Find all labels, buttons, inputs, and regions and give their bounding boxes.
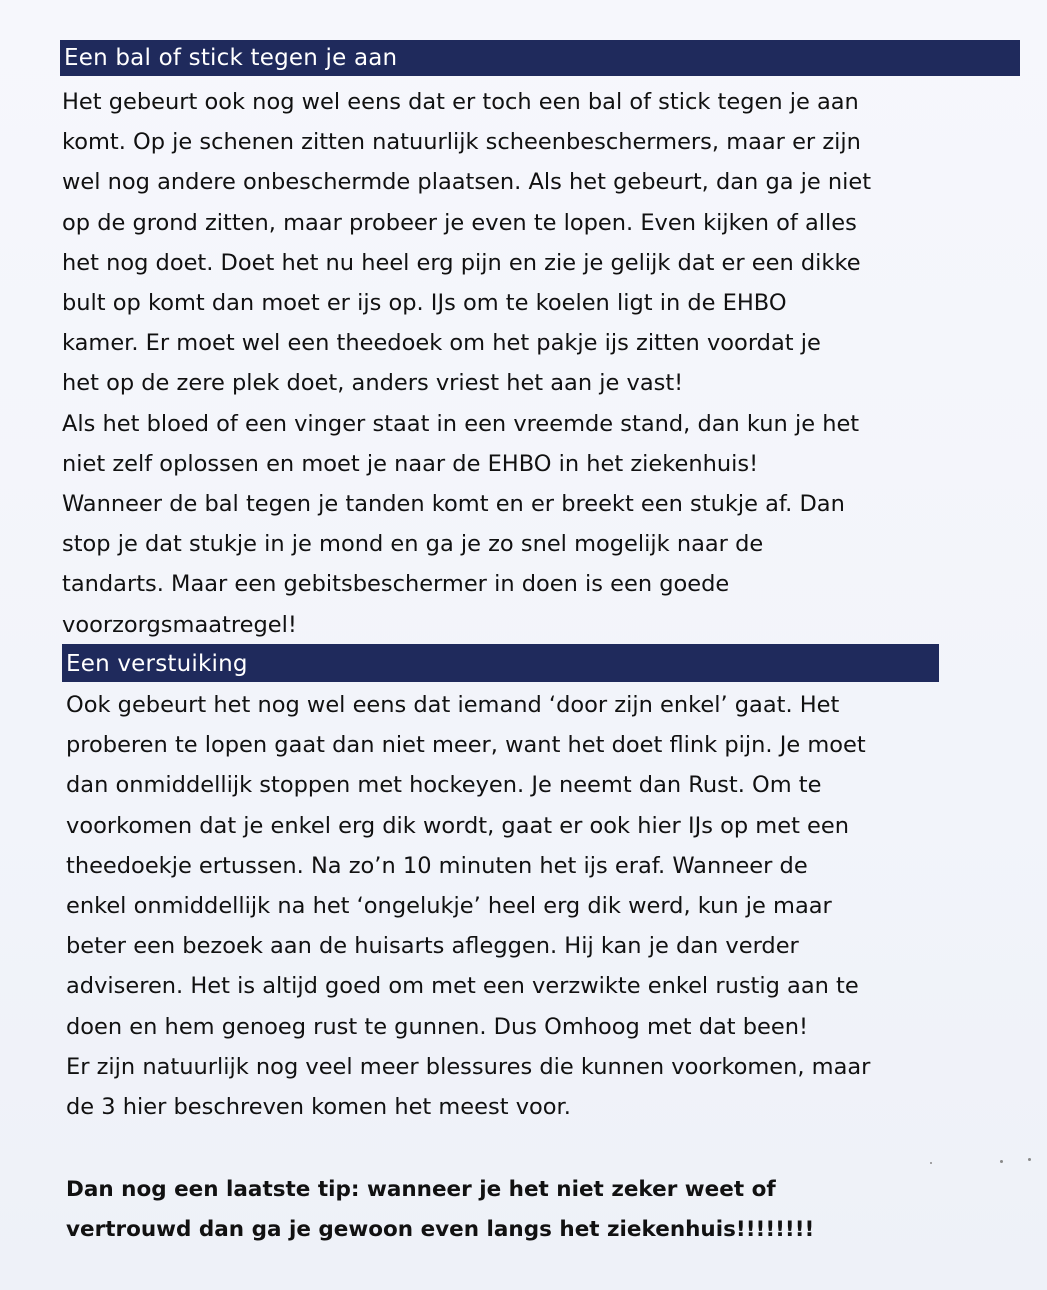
body-line: adviseren. Het is altijd goed om met een verzwikte enkel rustig aan te (66, 973, 859, 1000)
body-line: voorzorgsmaatregel! (62, 611, 297, 638)
body-line: bult op komt dan moet er ijs op. IJs om te koelen ligt in de EHBO (62, 290, 787, 317)
body-line: Het gebeurt ook nog wel eens dat er toch een bal of stick tegen je aan (62, 89, 859, 115)
body-line: theedoekje ertussen. Na zo’n 10 minuten het ijs eraf. Wanneer de (66, 852, 808, 879)
section-body-verstuiking (66, 685, 870, 1127)
body-line: dan onmiddellijk stoppen met hockeyen. Je neemt dan Rust. Om te (66, 772, 822, 799)
body-line: wel nog andere onbeschermde plaatsen. Als het gebeurt, dan ga je niet (62, 169, 872, 196)
body-line: komt. Op je schenen zitten natuurlijk scheenbeschermers, maar er zijn (62, 129, 861, 156)
body-line: tandarts. Maar een gebitsbeschermer in doen is een goede (62, 571, 730, 598)
final-tip (66, 1170, 814, 1250)
body-line: niet zelf oplossen en moet je naar de EHBO in het ziekenhuis! (62, 450, 759, 477)
body-line: op de grond zitten, maar probeer je even te lopen. Even kijken of alles (62, 209, 857, 236)
body-line: Als het bloed of een vinger staat in een vreemde stand, dan kun je het (62, 410, 860, 437)
body-line: doen en hem genoeg rust te gunnen. Dus Omhoog met dat been! (66, 1013, 808, 1040)
body-line: het nog doet. Doet het nu heel erg pijn en zie je gelijk dat er een dikke (62, 249, 861, 276)
body-line: Wanneer de bal tegen je tanden komt en er breekt een stukje af. Dan (62, 491, 845, 518)
body-line: de 3 hier beschreven komen het meest voor. (66, 1094, 571, 1121)
tip-line: Dan nog een laatste tip: wanneer je het niet zeker weet of (66, 1177, 776, 1202)
scan-speck (930, 1162, 932, 1164)
scan-speck (1000, 1160, 1003, 1163)
body-line: voorkomen dat je enkel erg dik wordt, gaat er ook hier IJs op met een (66, 812, 849, 839)
section-body-bal-of-stick (62, 82, 871, 645)
body-line: stop je dat stukje in je mond en ga je zo snel mogelijk naar de (62, 531, 764, 558)
scan-speck (1028, 1158, 1031, 1161)
body-line: enkel onmiddellijk na het ‘ongelukje’ heel erg dik werd, kun je maar (66, 893, 832, 920)
body-line: Er zijn natuurlijk nog veel meer blessures die kunnen voorkomen, maar (66, 1053, 871, 1080)
body-line: proberen te lopen gaat dan niet meer, want het doet flink pijn. Je moet (66, 732, 866, 759)
section-heading-bal-of-stick: Een bal of stick tegen je aan (60, 40, 1020, 76)
body-line: kamer. Er moet wel een theedoek om het pakje ijs zitten voordat je (62, 330, 821, 357)
body-line: beter een bezoek aan de huisarts afleggen. Hij kan je dan verder (66, 933, 799, 960)
tip-line: vertrouwd dan ga je gewoon even langs het ziekenhuis!!!!!!!! (66, 1217, 815, 1242)
section-heading-verstuiking: Een verstuiking (62, 644, 939, 682)
body-line: Ook gebeurt het nog wel eens dat iemand ‘door zijn enkel’ gaat. Het (66, 692, 840, 718)
body-line: het op de zere plek doet, anders vriest het aan je vast! (62, 370, 684, 397)
